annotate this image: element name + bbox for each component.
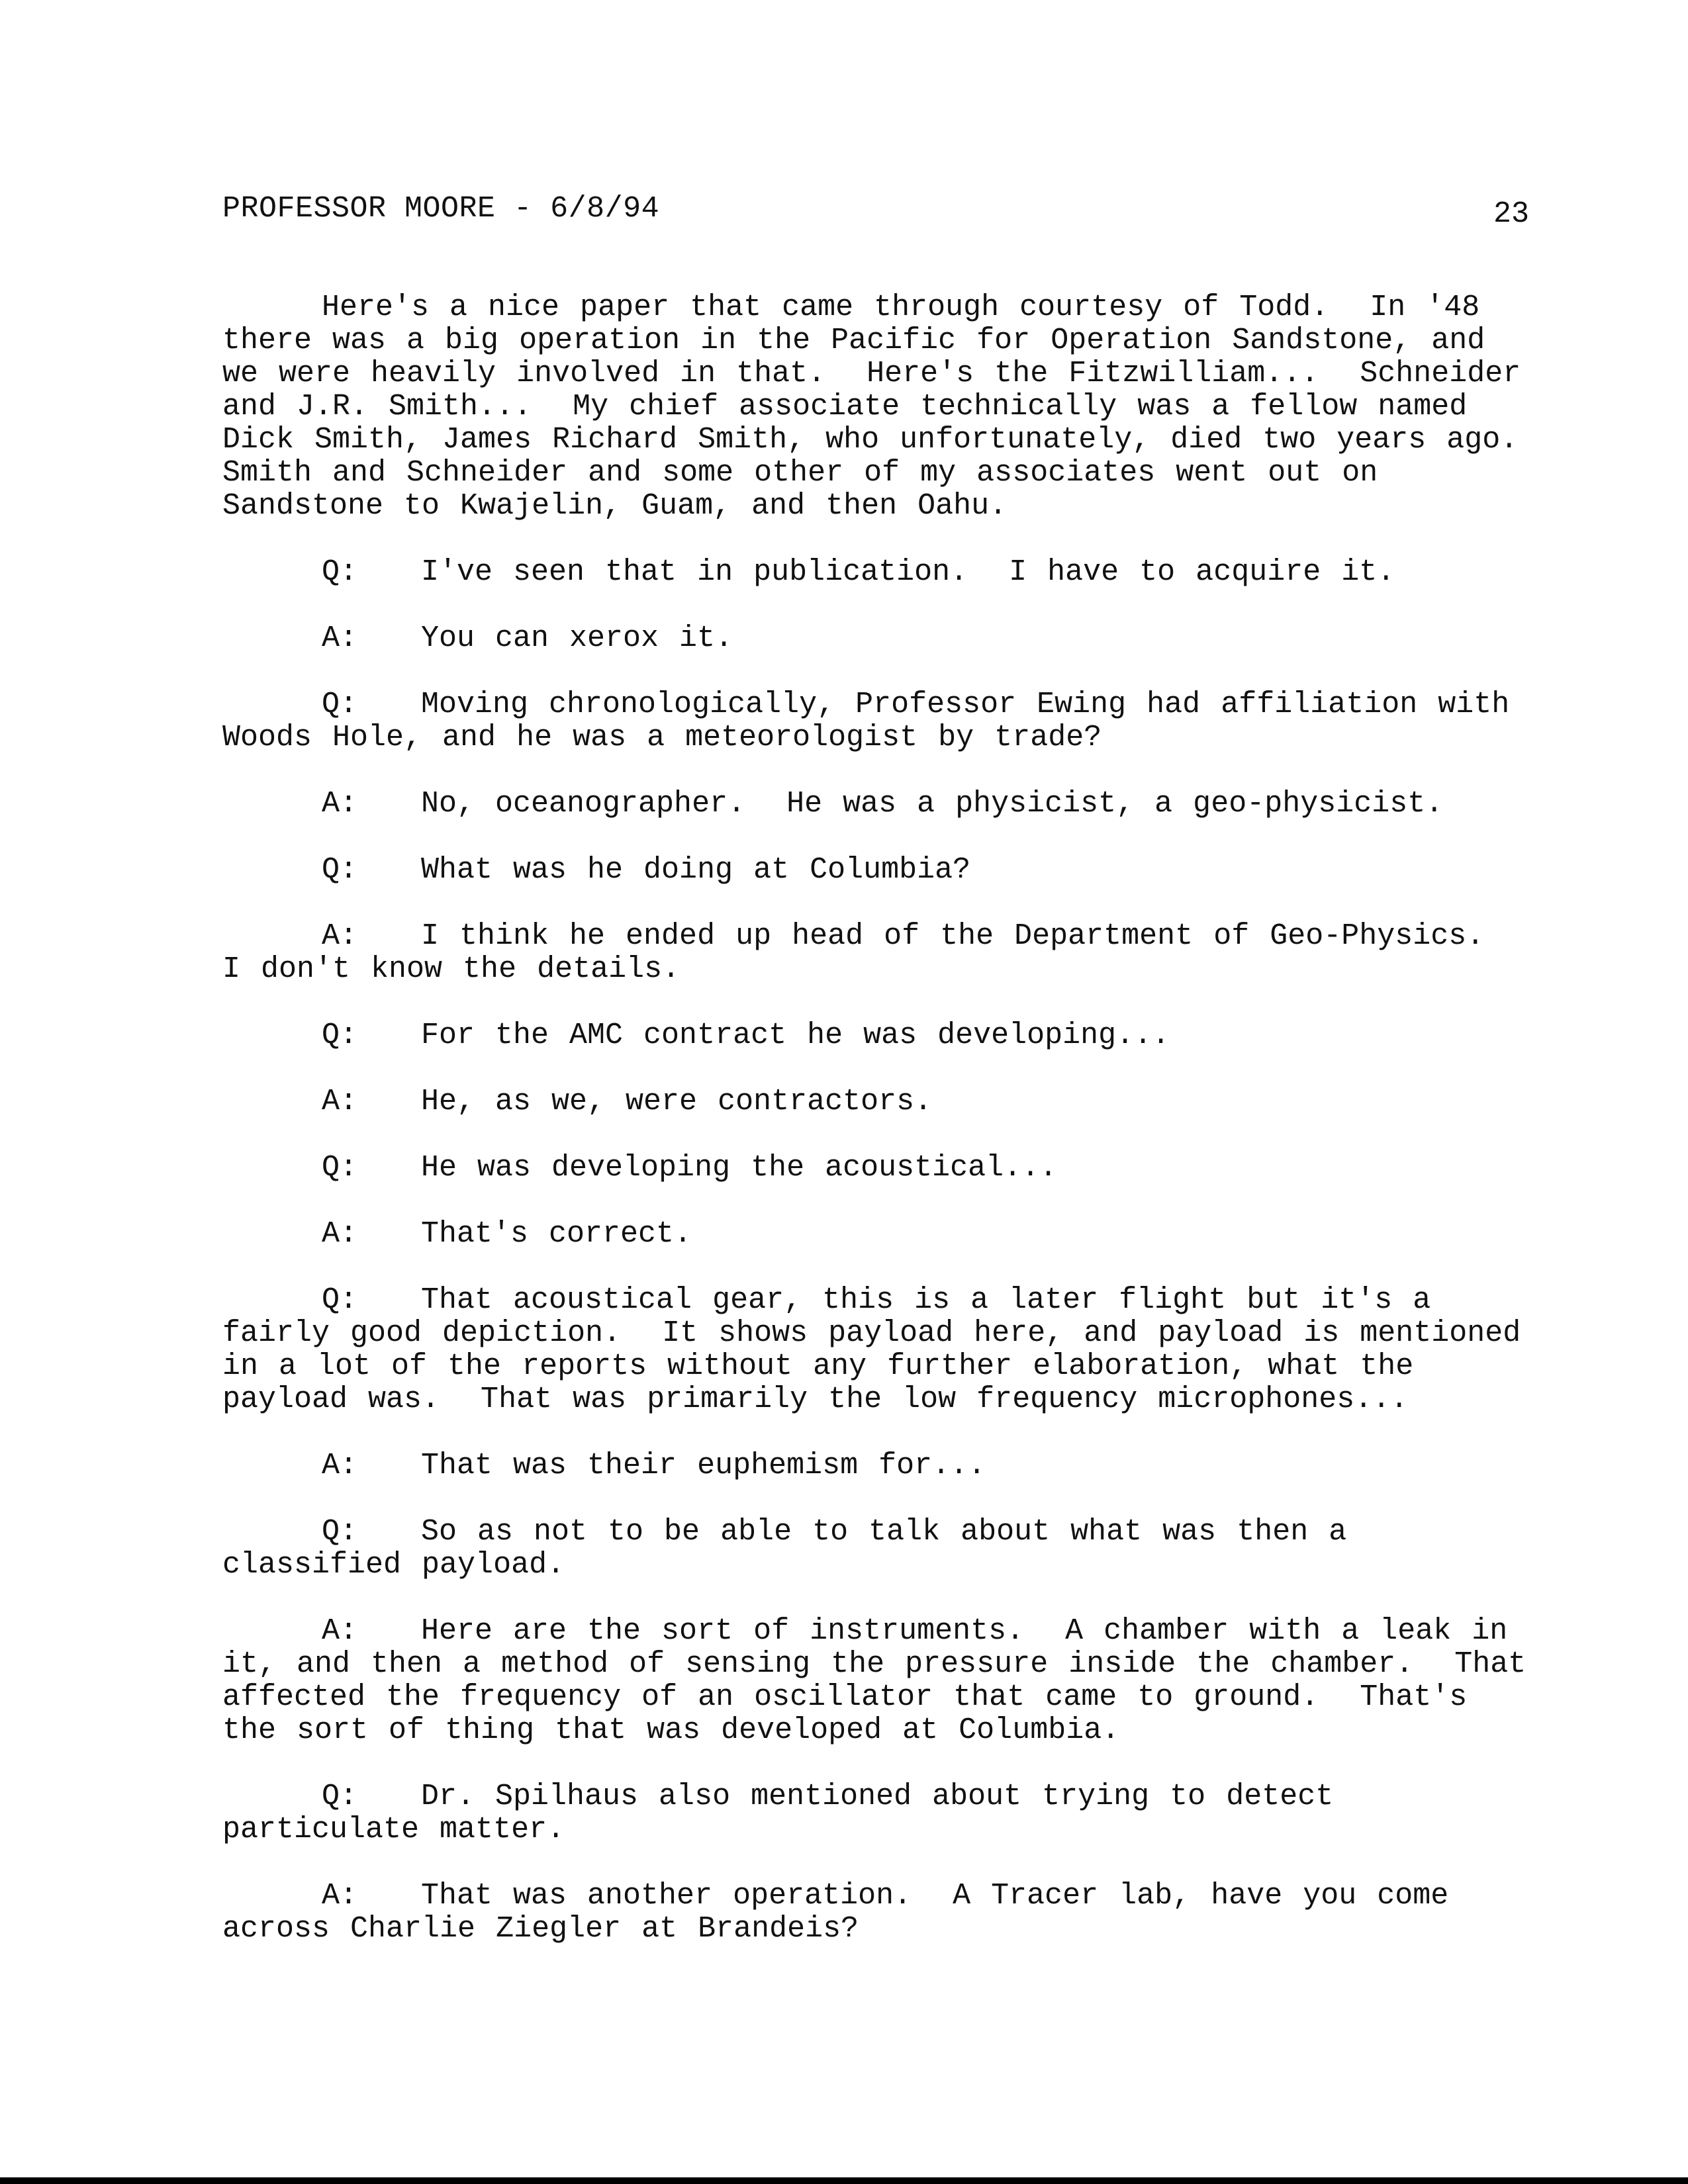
page-header — [222, 192, 1529, 232]
speaker-label: Q: — [322, 555, 358, 589]
transcript-paragraph — [222, 1085, 1533, 1118]
transcript-paragraph — [222, 1152, 1533, 1185]
page-number: 23 — [1493, 197, 1529, 231]
header-title: PROFESSOR MOORE - 6/8/94 — [222, 192, 660, 226]
speaker-label: A: — [322, 621, 358, 655]
paragraph-text: Here are the sort of instruments. A chamber with a leak in it, and then a method of sensing the pressure inside the chamber. That affected the frequency of an oscillator that came to ground. That's the sort of thing that was developed at Columbia. — [222, 1614, 1547, 1747]
speaker-label: A: — [322, 1879, 358, 1913]
transcript-paragraph — [222, 854, 1533, 887]
speaker-label: A: — [322, 787, 358, 821]
transcript-paragraph — [222, 291, 1560, 523]
speaker-label: A: — [322, 1614, 358, 1648]
paragraph-text: That was their euphemism for... — [421, 1449, 986, 1482]
paragraph-text: That's correct. — [421, 1217, 692, 1251]
transcript-paragraph — [222, 1283, 1542, 1416]
paragraph-text: Dr. Spilhaus also mentioned about trying to detect particulate matter. — [222, 1780, 1354, 1846]
speaker-label: Q: — [322, 1019, 358, 1052]
speaker-label: Q: — [322, 688, 358, 721]
transcript-paragraph — [222, 1880, 1533, 1946]
speaker-label: A: — [322, 919, 358, 953]
speaker-label: A: — [322, 1085, 358, 1118]
transcript-paragraph — [222, 1019, 1533, 1052]
transcript-paragraph — [222, 1780, 1533, 1846]
paragraph-text: Here's a nice paper that came through courtesy of Todd. In '48 there was a big operation in the Pacific for Operation Sandstone, and we were heavily involved in that. Here's the Fitzwilliam... Schneider and J.R. Smith... My chief associate technically was a fellow named Dick Smith, James Richard Smith, who unfortunately, died two years ago. Smith and Schneider and some other of my associates went out on Sandstone to Kwajelin, Guam, and then Oahu. — [222, 291, 1560, 523]
speaker-label: Q: — [322, 1515, 358, 1549]
paragraph-text: No, oceanographer. He was a physicist, a geo-physicist. — [421, 787, 1444, 821]
paragraph-text: So as not to be able to talk about what was then a classified payload. — [222, 1515, 1368, 1582]
transcript-paragraph — [222, 1218, 1533, 1251]
speaker-label: A: — [322, 1217, 358, 1251]
paragraph-text: He, as we, were contractors. — [421, 1085, 933, 1118]
paragraph-text: I think he ended up head of the Department of Geo-Physics. I don't know the details. — [222, 919, 1526, 986]
speaker-label: A: — [322, 1449, 358, 1482]
transcript-paragraph — [222, 788, 1533, 821]
speaker-label: Q: — [322, 1780, 358, 1813]
transcript-paragraph — [222, 622, 1533, 655]
transcript-body — [222, 291, 1560, 1979]
paragraph-text: Moving chronologically, Professor Ewing had affiliation with Woods Hole, and he was a meteorologist by trade? — [222, 688, 1530, 754]
transcript-paragraph — [222, 688, 1533, 754]
transcript-paragraph — [222, 1516, 1533, 1582]
paragraph-text: What was he doing at Columbia? — [421, 853, 971, 887]
transcript-paragraph — [222, 1614, 1547, 1747]
paragraph-text: I've seen that in publication. I have to acquire it. — [421, 555, 1395, 589]
paragraph-text: That was another operation. A Tracer lab, have you come across Charlie Ziegler at Brandeis? — [222, 1879, 1470, 1946]
paragraph-text: You can xerox it. — [421, 621, 733, 655]
speaker-label: Q: — [322, 1283, 358, 1317]
speaker-label: Q: — [322, 1151, 358, 1185]
scan-bottom-edge — [0, 2177, 1688, 2184]
transcript-paragraph — [222, 920, 1533, 986]
speaker-label: Q: — [322, 853, 358, 887]
transcript-paragraph — [222, 556, 1533, 589]
transcript-paragraph — [222, 1449, 1533, 1482]
paragraph-text: For the AMC contract he was developing... — [421, 1019, 1170, 1052]
paragraph-text: That acoustical gear, this is a later flight but it's a fairly good depiction. It shows payload here, and payload is mentioned in a lot of the reports without any further elaboration, what the payload was. That was primarily the low frequency microphones... — [222, 1283, 1542, 1416]
paragraph-text: He was developing the acoustical... — [421, 1151, 1058, 1185]
